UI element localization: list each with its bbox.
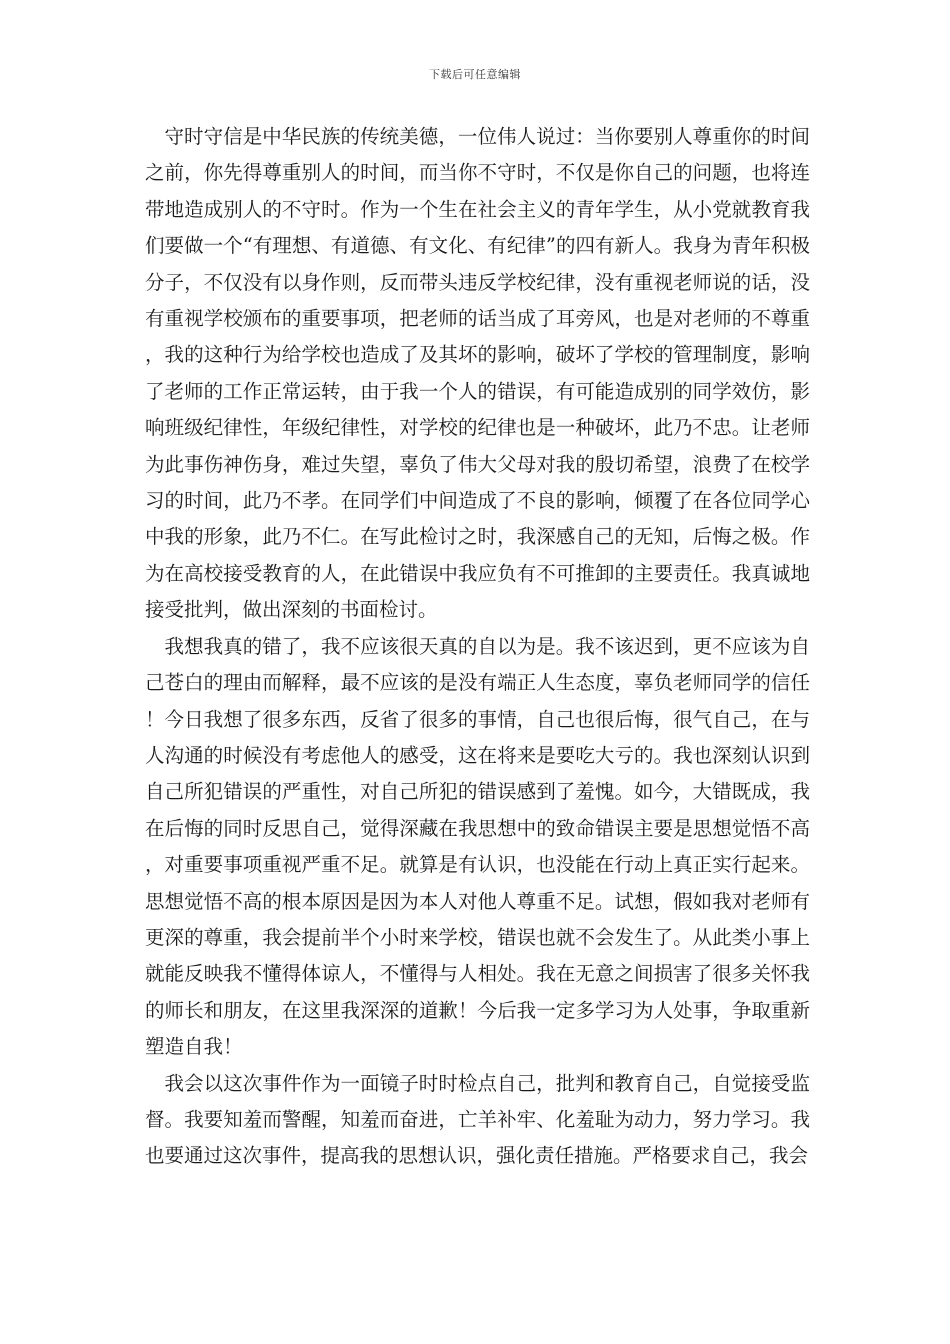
page-header: 下载后可任意编辑 [429,68,521,81]
paragraph-3: 我会以这次事件作为一面镜子时时检点自己，批判和教育自己，自觉接受监督。我要知羞而警醒，知羞而奋进，亡羊补牢、化羞耻为动力，努力学习。我也要通过这次事件，提高我的思想认识，强化责任措施。严格要求自己，我会 [145,1071,810,1168]
document-body [145,119,810,1175]
paragraph-2: 我想我真的错了，我不应该很天真的自以为是。我不该迟到，更不应该为自己苍白的理由而解释，最不应该的是没有端正人生态度，辜负老师同学的信任！今日我想了很多东西，反省了很多的事情，自己也很后悔，很气自己，在与人沟通的时候没有考虑他人的感受，这在将来是要吃大亏的。我也深刻认识到自己所犯错误的严重性，对自己所犯的错误感到了羞愧。如今，大错既成，我在后悔的同时反思自己，觉得深藏在我思想中的致命错误主要是思想觉悟不高，对重要事项重视严重不足。就算是有认识，也没能在行动上真正实行起来。思想觉悟不高的根本原因是因为本人对他人尊重不足。试想，假如我对老师有更深的尊重，我会提前半个小时来学校，错误也就不会发生了。从此类小事上就能反映我不懂得体谅人，不懂得与人相处。我在无意之间损害了很多关怀我的师长和朋友，在这里我深深的道歉！今后我一定多学习为人处事，争取重新塑造自我！ [145,634,810,1059]
paragraph-1: 守时守信是中华民族的传统美德，一位伟人说过：当你要别人尊重你的时间之前，你先得尊重别人的时间，而当你不守时，不仅是你自己的问题，也将连带地造成别人的不守时。作为一个生在社会主义的青年学生，从小党就教育我们要做一个“有理想、有道德、有文化、有纪律”的四有新人。我身为青年积极分子，不仅没有以身作则，反而带头违反学校纪律，没有重视老师说的话，没有重视学校颁布的重要事项，把老师的话当成了耳旁风，也是对老师的不尊重，我的这种行为给学校也造成了及其坏的影响，破坏了学校的管理制度，影响了老师的工作正常运转，由于我一个人的错误，有可能造成别的同学效仿，影响班级纪律性，年级纪律性，对学校的纪律也是一种破坏，此乃不忠。让老师为此事伤神伤身，难过失望，辜负了伟大父母对我的殷切希望，浪费了在校学习的时间，此乃不孝。在同学们中间造成了不良的影响，倾覆了在各位同学心中我的形象，此乃不仁。在写此检讨之时，我深感自己的无知，后悔之极。作为在高校接受教育的人，在此错误中我应负有不可推卸的主要责任。我真诚地接受批判，做出深刻的书面检讨。 [145,125,810,622]
